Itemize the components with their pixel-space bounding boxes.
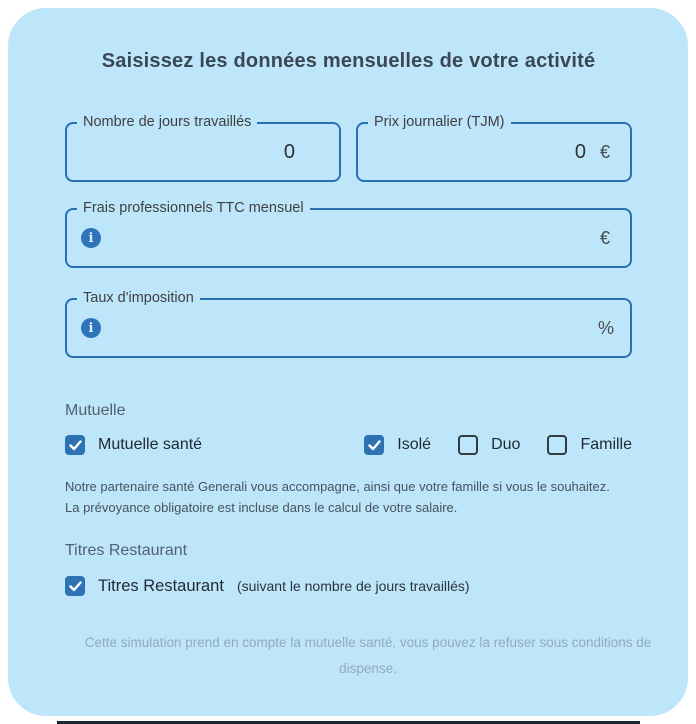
professional-expenses-field[interactable] <box>65 200 632 268</box>
info-icon[interactable]: i <box>81 228 101 248</box>
mutuelle-helper-line1: Notre partenaire santé Generali vous accompagne, ainsi que votre famille si vous le souhaitez. <box>65 479 610 494</box>
checkmark-icon <box>368 440 381 451</box>
daily-rate-label: Prix journalier (TJM) <box>368 114 511 130</box>
info-icon[interactable]: i <box>81 318 101 338</box>
daily-rate-value[interactable]: 0 <box>574 140 586 163</box>
checkmark-icon <box>69 581 82 592</box>
simulation-form-card <box>8 8 688 716</box>
mutuelle-sante-label[interactable]: Mutuelle santé <box>98 436 203 453</box>
mutuelle-sante-checkbox[interactable] <box>65 435 85 455</box>
mutuelle-section-heading: Mutuelle <box>65 402 126 419</box>
top-fields-row <box>65 114 632 182</box>
days-worked-field[interactable] <box>65 114 341 182</box>
tax-rate-field[interactable] <box>65 290 632 358</box>
titres-restaurant-option[interactable] <box>65 576 632 596</box>
isole-checkbox[interactable] <box>364 435 384 455</box>
tax-rate-label: Taux d'imposition <box>77 290 200 306</box>
days-worked-label: Nombre de jours travaillés <box>77 114 257 130</box>
isole-option[interactable] <box>364 435 431 455</box>
professional-expenses-suffix: € <box>600 227 611 248</box>
duo-option[interactable] <box>458 435 520 455</box>
mutuelle-helper-text <box>65 477 632 518</box>
checkmark-icon <box>69 440 82 451</box>
page-title: Saisissez les données mensuelles de votre activité <box>101 50 596 72</box>
days-worked-value[interactable]: 0 <box>283 140 295 163</box>
famille-option[interactable] <box>547 435 632 455</box>
isole-label[interactable]: Isolé <box>397 436 432 453</box>
daily-rate-field[interactable] <box>356 114 632 182</box>
tax-rate-suffix: % <box>597 317 614 338</box>
famille-checkbox[interactable] <box>547 435 567 455</box>
mutuelle-sante-option[interactable] <box>65 435 202 455</box>
famille-label[interactable]: Famille <box>580 436 632 453</box>
daily-rate-suffix: € <box>600 141 611 162</box>
titres-restaurant-label[interactable]: Titres Restaurant <box>98 576 224 595</box>
mutuelle-options-row <box>65 435 632 455</box>
mutuelle-helper-line2: La prévoyance obligatoire est incluse dans le calcul de votre salaire. <box>65 499 458 515</box>
coverage-options-group <box>364 435 632 455</box>
titres-restaurant-note: (suivant le nombre de jours travaillés) <box>236 578 470 595</box>
duo-checkbox[interactable] <box>458 435 478 455</box>
professional-expenses-label: Frais professionnels TTC mensuel <box>77 200 310 216</box>
titres-restaurant-section-heading: Titres Restaurant <box>65 542 188 560</box>
duo-label[interactable]: Duo <box>491 436 521 453</box>
simulation-disclaimer: Cette simulation prend en compte la mutuelle santé, vous pouvez la refuser sous conditions de dispense. <box>84 635 652 677</box>
titres-restaurant-checkbox[interactable] <box>65 576 85 596</box>
